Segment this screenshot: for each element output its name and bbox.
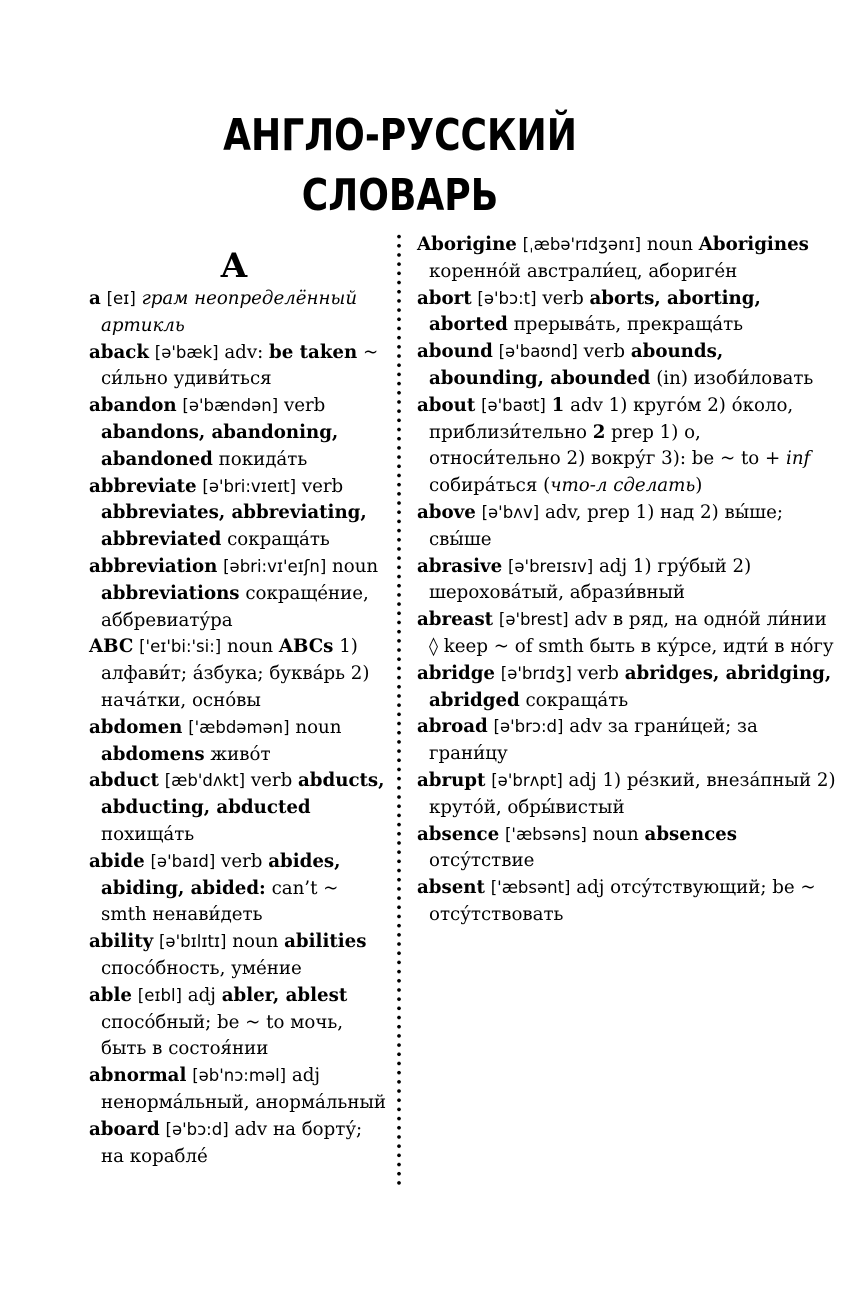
entry-transcription: [əb'nɔ:məl] (192, 1066, 287, 1086)
entry-transcription: [ə'bʌv] (481, 502, 540, 522)
entry-transcription: [ə'bændən] (182, 396, 279, 416)
entry-text: verb (245, 770, 299, 792)
entry-headword: able (89, 984, 132, 1006)
dictionary-entry (89, 849, 389, 929)
entry-word-forms: abdomens (101, 743, 205, 765)
entry-transcription: [ə'brɔ:d] (493, 717, 564, 737)
entry-headword: abide (89, 850, 145, 872)
entry-transcription: ['æbsənt] (490, 878, 571, 898)
entry-text: отсу́тствие (429, 850, 535, 872)
entry-text: прерыва́ть, прекраща́ть (507, 314, 744, 336)
entry-text: (in) изоби́ловать (650, 367, 814, 389)
entry-headword: above (417, 501, 476, 523)
entry-text: собира́ться ( (429, 475, 551, 497)
entry-text: prep 1) о, относи́тельно 2) вокру́г 3): be ~ to + (429, 421, 787, 470)
entry-headword: ability (89, 931, 154, 953)
entry-word-forms: abbreviations (101, 582, 240, 604)
entry-headword: about (417, 394, 476, 416)
dictionary-entry (417, 393, 837, 500)
dictionary-entry (89, 554, 389, 634)
entry-text: похища́ть (101, 823, 195, 845)
dictionary-column-left (89, 246, 389, 1170)
dictionary-entry (89, 286, 389, 340)
entry-text: сокраще́ние, аббревиату́ра (101, 582, 369, 631)
page-title-line-2: СЛОВАРЬ (301, 170, 499, 221)
entry-transcription: ['eɪ'bi:'si:] (139, 637, 222, 657)
dictionary-entry (89, 1063, 389, 1117)
entry-transcription: [ə'bæk] (154, 342, 219, 362)
dictionary-entry (417, 714, 837, 768)
entry-headword: absence (417, 823, 500, 845)
entry-text: verb (536, 287, 590, 309)
entry-transcription: [ə'baʊnd] (498, 342, 578, 362)
entry-transcription: [ə'bɔ:d] (165, 1119, 229, 1139)
entry-text: ~ си́льно удиви́ться (101, 341, 379, 390)
entry-headword: abrasive (417, 555, 503, 577)
entry-note: грам неопределённый артикль (101, 288, 358, 336)
entry-word-forms: abides, abiding, abided: (101, 850, 341, 899)
entry-headword: abreast (417, 609, 494, 631)
dictionary-entry (89, 715, 389, 769)
entry-text: adj 1) гру́бый 2) шерохова́тый, абрази́вный (429, 555, 752, 604)
entry-text: verb (215, 850, 269, 872)
entry-text: noun (586, 823, 645, 845)
entry-text: adv в ряд, на одно́й ли́нии ◊ keep ~ of smth быть в ку́рсе, идти́ в но́гу (429, 609, 834, 657)
column-divider-dotted (397, 232, 401, 1187)
entry-word-forms: be taken (269, 341, 358, 363)
entry-transcription: [ə'breɪsɪv] (507, 556, 594, 576)
dictionary-entry (417, 822, 837, 876)
dictionary-entry (89, 983, 389, 1063)
entry-word-forms: aborts, aborting, aborted (429, 287, 761, 336)
entry-headword: abduct (89, 770, 159, 792)
entry-transcription: [ə'bri:vɪeɪt] (202, 476, 297, 496)
entry-text: verb (571, 662, 625, 684)
dictionary-entry (89, 1117, 389, 1171)
entry-note: inf (786, 448, 811, 470)
entry-transcription: ['æbsəns] (504, 824, 587, 844)
entry-text: noun (226, 931, 285, 953)
entry-text: 1) алфави́т; а́збука; буква́рь 2) нача́тки, осно́вы (101, 636, 370, 711)
entry-text: noun (289, 716, 342, 738)
dictionary-entry (89, 768, 389, 848)
entry-word-forms: abridges, abridging, abridged (429, 662, 832, 711)
entry-transcription: [ə'brʌpt] (491, 770, 563, 790)
dictionary-entry (417, 768, 837, 822)
entry-word-forms: abbreviates, abbreviating, abbreviated (101, 502, 367, 551)
entry-word-forms: abilities (284, 931, 367, 953)
entry-text: can’t ~ smth ненави́деть (101, 877, 339, 926)
entry-text: adv: (218, 341, 270, 363)
entry-headword: abound (417, 341, 493, 363)
entry-text: adj ненорма́льный, анорма́льный (101, 1065, 387, 1113)
entry-word-forms: abandons, abandoning, abandoned (101, 421, 339, 470)
entry-headword: abandon (89, 395, 177, 417)
entry-word-forms: abler, ablest (221, 984, 348, 1006)
entry-transcription: [ə'brɪdʒ] (500, 663, 572, 683)
entry-headword: abroad (417, 716, 488, 738)
entry-transcription: [ə'bɪlɪtɪ] (159, 932, 227, 952)
entry-headword: aback (89, 341, 149, 363)
entry-headword: a (89, 288, 101, 309)
entry-headword: abbreviation (89, 555, 218, 577)
entry-transcription: [ə'baʊt] (481, 395, 546, 415)
entry-text: живо́т (204, 743, 271, 765)
entry-text: ) (695, 475, 703, 497)
page-title-line-1: АНГЛО-РУССКИЙ (223, 110, 577, 161)
dictionary-entry (417, 286, 837, 340)
dictionary-entry (417, 232, 837, 286)
section-letter: A (220, 246, 248, 286)
entry-text: verb (296, 475, 344, 497)
dictionary-entry (417, 500, 837, 554)
entry-headword: abrupt (417, 769, 486, 791)
entry-word-forms: 1 (551, 394, 565, 416)
dictionary-entry (89, 929, 389, 983)
entry-word-forms: Aborigines (698, 234, 809, 255)
entry-word-forms: absences (644, 823, 737, 845)
entry-list-left (89, 286, 389, 1170)
entry-headword: abridge (417, 662, 495, 684)
entry-text: покида́ть (212, 448, 308, 470)
entry-text: verb (278, 395, 326, 417)
entry-text: adv, prep 1) над 2) вы́ше; свы́ше (429, 501, 783, 550)
entry-word-forms: abounds, abounding, abounded (429, 341, 724, 389)
entry-text: спосо́бный; be ~ to мочь, быть в состоя́нии (101, 1011, 344, 1060)
entry-headword: Aborigine (417, 234, 517, 255)
entry-word-forms: abducts, abducting, abducted (101, 770, 385, 819)
dictionary-entry (417, 607, 837, 661)
entry-transcription: [ˌæbə'rɪdʒənɪ] (522, 235, 642, 254)
dictionary-entry (89, 393, 389, 473)
entry-note: что-л сделать (550, 475, 696, 497)
entry-transcription: ['æbdəmən] (188, 717, 290, 737)
dictionary-column-right (417, 232, 837, 929)
entry-headword: abbreviate (89, 475, 197, 497)
entry-word-forms: ABCs (278, 636, 334, 658)
dictionary-entry (417, 339, 837, 393)
dictionary-entry (89, 634, 389, 714)
entry-transcription: [eɪ] (106, 289, 136, 308)
entry-word-forms: 2 (592, 421, 606, 443)
entry-transcription: [eɪbl] (137, 985, 182, 1005)
entry-text: сокраща́ть (519, 689, 629, 711)
dictionary-entry (417, 875, 837, 929)
entry-text: adj 1) ре́зкий, внеза́пный 2) круто́й, обры́вистый (429, 769, 836, 818)
entry-headword: ABC (89, 636, 134, 658)
entry-text: adj отсу́тствующий; be ~ отсу́тствовать (429, 877, 816, 925)
entry-text: сокраща́ть (221, 529, 330, 551)
entry-text: коренно́й австрали́ец, абориге́н (429, 260, 738, 282)
entry-text: adj (182, 984, 222, 1006)
entry-headword: absent (417, 877, 485, 899)
entry-headword: abdomen (89, 716, 183, 738)
dictionary-entry (417, 661, 837, 715)
entry-transcription: [ə'bɔ:t] (477, 288, 537, 308)
dictionary-entry (417, 554, 837, 608)
entry-text: noun (221, 636, 279, 658)
entry-text: verb (577, 341, 631, 363)
entry-text: спосо́бность, уме́ние (101, 957, 302, 979)
entry-text: adv на борту́; на корабле́ (101, 1118, 363, 1167)
entry-list-right (417, 232, 837, 929)
entry-text: adv за грани́цей; за грани́цу (429, 716, 758, 765)
entry-text: noun (641, 234, 699, 255)
entry-text: adv 1) круго́м 2) о́коло, приблизи́тельно (429, 394, 794, 443)
dictionary-entry (89, 340, 389, 394)
entry-transcription: [ə'brest] (498, 610, 569, 630)
entry-transcription: [æb'dʌkt] (164, 771, 246, 791)
entry-headword: abnormal (89, 1065, 187, 1087)
entry-text: noun (326, 555, 379, 577)
entry-transcription: [əbri:vɪ'eɪʃn] (223, 556, 327, 576)
dictionary-entry (89, 474, 389, 554)
entry-headword: aboard (89, 1118, 160, 1140)
entry-transcription: [ə'baɪd] (150, 851, 216, 871)
entry-headword: abort (417, 287, 472, 309)
